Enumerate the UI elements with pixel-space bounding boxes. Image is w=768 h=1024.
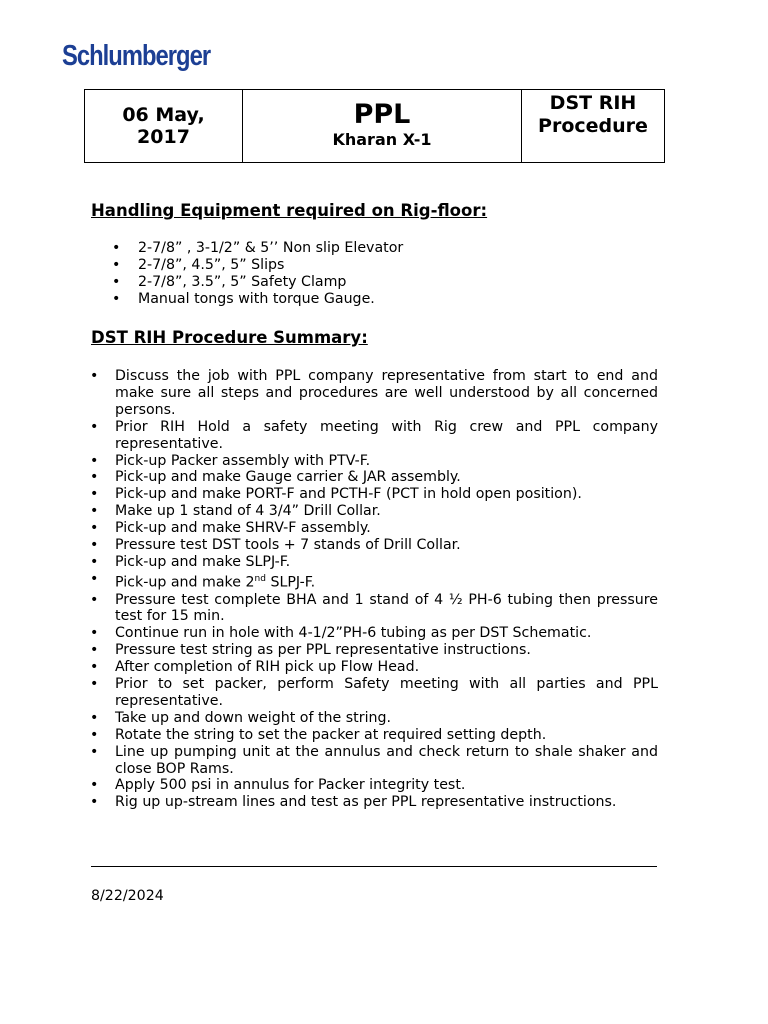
list-item: • 2-7/8”, 4.5”, 5” Slips (112, 257, 672, 274)
ordinal-superscript: nd (254, 573, 266, 584)
list-item-text-tail: SLPJ-F. (265, 574, 316, 591)
list-item: • Make up 1 stand of 4 3/4” Drill Collar. (90, 503, 658, 520)
list-item: • Manual tongs with torque Gauge. (112, 291, 672, 308)
list-item: • 2-7/8” , 3-1/2” & 5’’ Non slip Elevator (112, 240, 672, 257)
list-item: • Pick-up and make SHRV-F assembly. (90, 520, 658, 537)
list-item-text: Pick-up and make 2 (115, 574, 255, 591)
well-name: Kharan X-1 (332, 130, 432, 149)
list-item: • Discuss the job with PPL company representative from start to end and make sure all steps and procedures are well understood by all concerned persons. (90, 368, 658, 419)
procedure-steps-list (90, 368, 658, 811)
equipment-heading: Handling Equipment required on Rig-floor: (91, 201, 488, 220)
list-item: • Rotate the string to set the packer at required setting depth. (90, 727, 658, 744)
header-date-cell (85, 90, 243, 163)
client-name: PPL (353, 99, 411, 130)
company-logo: Schlumberger (62, 40, 211, 72)
list-item: • Line up pumping unit at the annulus and check return to shale shaker and close BOP Rams. (90, 744, 658, 778)
list-item: • Pick-up and make SLPJ-F. (90, 554, 658, 571)
list-item: • Apply 500 psi in annulus for Packer integrity test. (90, 777, 658, 794)
list-item: • Take up and down weight of the string. (90, 710, 658, 727)
summary-heading: DST RIH Procedure Summary: (91, 328, 368, 347)
header-procedure-cell (522, 90, 665, 163)
equipment-list (112, 240, 672, 308)
list-item: • Pressure test complete BHA and 1 stand of 4 ½ PH-6 tubing then pressure test for 15 min. (90, 592, 658, 626)
list-item: • Pressure test DST tools + 7 stands of Drill Collar. (90, 537, 658, 554)
procedure-title: DST RIH Procedure (538, 92, 648, 137)
list-item: • Continue run in hole with 4-1/2”PH-6 tubing as per DST Schematic. (90, 625, 658, 642)
footer-divider (91, 866, 657, 867)
list-item: • Pick-up and make Gauge carrier & JAR assembly. (90, 469, 658, 486)
list-item: • Rig up up-stream lines and test as per PPL representative instructions. (90, 794, 658, 811)
list-item: • Pick-up and make PORT-F and PCTH-F (PCT in hold open position). (90, 486, 658, 503)
document-date: 06 May, 2017 (122, 104, 205, 148)
list-item: • Prior to set packer, perform Safety meeting with all parties and PPL representative. (90, 676, 658, 710)
list-item: • Prior RIH Hold a safety meeting with Rig crew and PPL company representative. (90, 419, 658, 453)
header-client-cell (243, 90, 522, 163)
footer-date: 8/22/2024 (91, 888, 164, 904)
list-item: • Pick-up Packer assembly with PTV-F. (90, 453, 658, 470)
list-item: • After completion of RIH pick up Flow Head. (90, 659, 658, 676)
list-item: • Pressure test string as per PPL representative instructions. (90, 642, 658, 659)
list-item: • 2-7/8”, 3.5”, 5” Safety Clamp (112, 274, 672, 291)
header-table (84, 89, 665, 163)
list-item (90, 571, 658, 592)
